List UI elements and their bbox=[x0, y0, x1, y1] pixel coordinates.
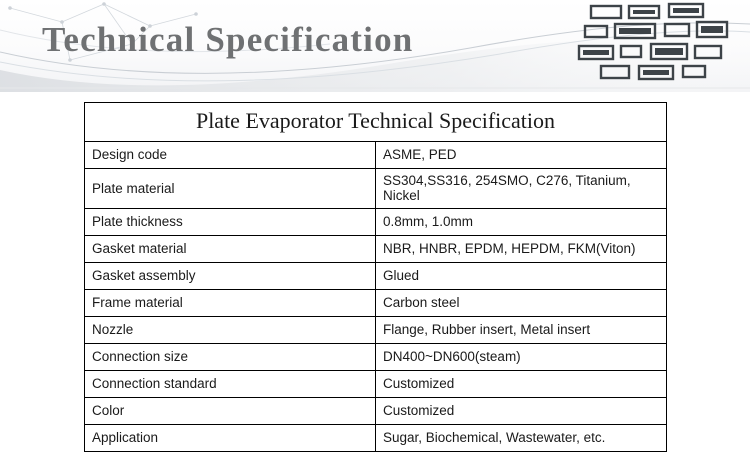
row-value-color: Customized bbox=[376, 398, 667, 425]
row-label-nozzle: Nozzle bbox=[85, 317, 376, 344]
row-label-gasket-material: Gasket material bbox=[85, 236, 376, 263]
table-row bbox=[85, 142, 667, 169]
table-row bbox=[85, 290, 667, 317]
table-row bbox=[85, 263, 667, 290]
row-label-frame-material: Frame material bbox=[85, 290, 376, 317]
row-value-gasket-material: NBR, HNBR, EPDM, HEPDM, FKM(Viton) bbox=[376, 236, 667, 263]
table-row bbox=[85, 371, 667, 398]
table-row bbox=[85, 317, 667, 344]
row-value-plate-material: SS304,SS316, 254SMO, C276, Titanium, Nickel bbox=[376, 169, 667, 209]
table-row bbox=[85, 236, 667, 263]
row-value-connection-size: DN400~DN600(steam) bbox=[376, 344, 667, 371]
row-value-gasket-assembly: Glued bbox=[376, 263, 667, 290]
row-label-connection-standard: Connection standard bbox=[85, 371, 376, 398]
row-label-design-code: Design code bbox=[85, 142, 376, 169]
table-row bbox=[85, 169, 667, 209]
row-label-application: Application bbox=[85, 425, 376, 452]
row-value-design-code: ASME, PED bbox=[376, 142, 667, 169]
row-value-connection-standard: Customized bbox=[376, 371, 667, 398]
row-value-plate-thickness: 0.8mm, 1.0mm bbox=[376, 209, 667, 236]
table-title-row bbox=[85, 103, 667, 142]
row-label-plate-material: Plate material bbox=[85, 169, 376, 209]
decorative-blocks-graphic bbox=[577, 2, 742, 90]
table-row bbox=[85, 344, 667, 371]
row-label-color: Color bbox=[85, 398, 376, 425]
row-label-gasket-assembly: Gasket assembly bbox=[85, 263, 376, 290]
row-value-application: Sugar, Biochemical, Wastewater, etc. bbox=[376, 425, 667, 452]
table-row bbox=[85, 398, 667, 425]
technical-specification-table bbox=[84, 102, 667, 452]
row-value-frame-material: Carbon steel bbox=[376, 290, 667, 317]
row-label-connection-size: Connection size bbox=[85, 344, 376, 371]
row-value-nozzle: Flange, Rubber insert, Metal insert bbox=[376, 317, 667, 344]
table-row bbox=[85, 209, 667, 236]
table-row bbox=[85, 425, 667, 452]
page-title: Technical Specification bbox=[42, 20, 414, 59]
table-title: Plate Evaporator Technical Specification bbox=[85, 103, 667, 142]
row-label-plate-thickness: Plate thickness bbox=[85, 209, 376, 236]
